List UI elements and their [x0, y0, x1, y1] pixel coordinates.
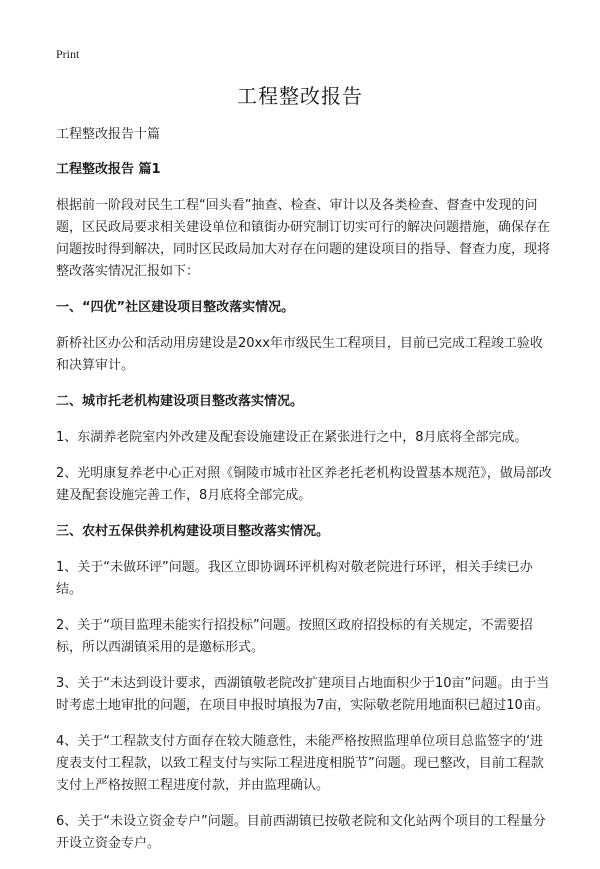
chapter-heading: 工程整改报告 篇1: [56, 162, 161, 177]
page-title: 工程整改报告: [237, 84, 363, 108]
paragraph: 1、东湖养老院室内外改建及配套设施建设正在紧张进行之中，8月底将全部完成。: [56, 430, 528, 445]
section-heading-3: 三、农村五保供养机构建设项目整改落实情况。: [56, 524, 330, 539]
paragraph: 6、关于“未设立资金专户”问题。目前西湖镇已按敬老院和文化站两个项目的工程量分开设立资金专户。: [56, 814, 546, 851]
print-label: Print: [56, 47, 80, 61]
document-body: [56, 124, 552, 869]
paragraph: 4、关于“工程款支付方面存在较大随意性，未能严格按照监理单位项目总监签字的‘进度表支付工程款，以致工程支付与实际工程进度相脱节”问题。现已整改，目前工程款支付上严格按照工程进度付款，并由监理确认。: [56, 734, 544, 793]
paragraph: 3、关于“未达到设计要求，西湖镇敬老院改扩建项目占地面积少于10亩”问题。由于当时考虑土地审批的问题，在项目申报时填报为7亩，实际敬老院用地面积已超过10亩。: [56, 676, 550, 713]
paragraph: 新桥社区办公和活动用房建设是20xx年市级民生工程项目，目前已完成工程竣工验收和决算审计。: [56, 336, 543, 373]
paragraph: 2、光明康复养老中心正对照《铜陵市城市社区养老托老机构设置基本规范》，做局部改建及配套设施完善工作，8月底将全部完成。: [56, 466, 552, 503]
intro-paragraph: 根据前一阶段对民生工程“回头看”抽查、检查、审计以及各类检查、督查中发现的问题，区民政局要求相关建设单位和镇街办研究制订切实可行的解决问题措施，确保存在问题按时得到解决，同时区民政局加大对存在问题的建设项目的指导、督查力度，现将整改落实情况汇报如下：: [56, 198, 551, 279]
paragraph: 2、关于“项目监理未能实行招投标”问题。按照区政府招投标的有关规定，不需要招标，所以西湖镇采用的是邀标形式。: [56, 618, 533, 655]
document-subtitle: 工程整改报告十篇: [56, 127, 161, 142]
section-heading-1: 一、“四优”社区建设项目整改落实情况。: [56, 300, 295, 315]
section-heading-2: 二、城市托老机构建设项目整改落实情况。: [56, 394, 304, 409]
paragraph: 1、关于“未做环评”问题。我区立即协调环评机构对敬老院进行环评，相关手续已办结。: [56, 560, 533, 597]
